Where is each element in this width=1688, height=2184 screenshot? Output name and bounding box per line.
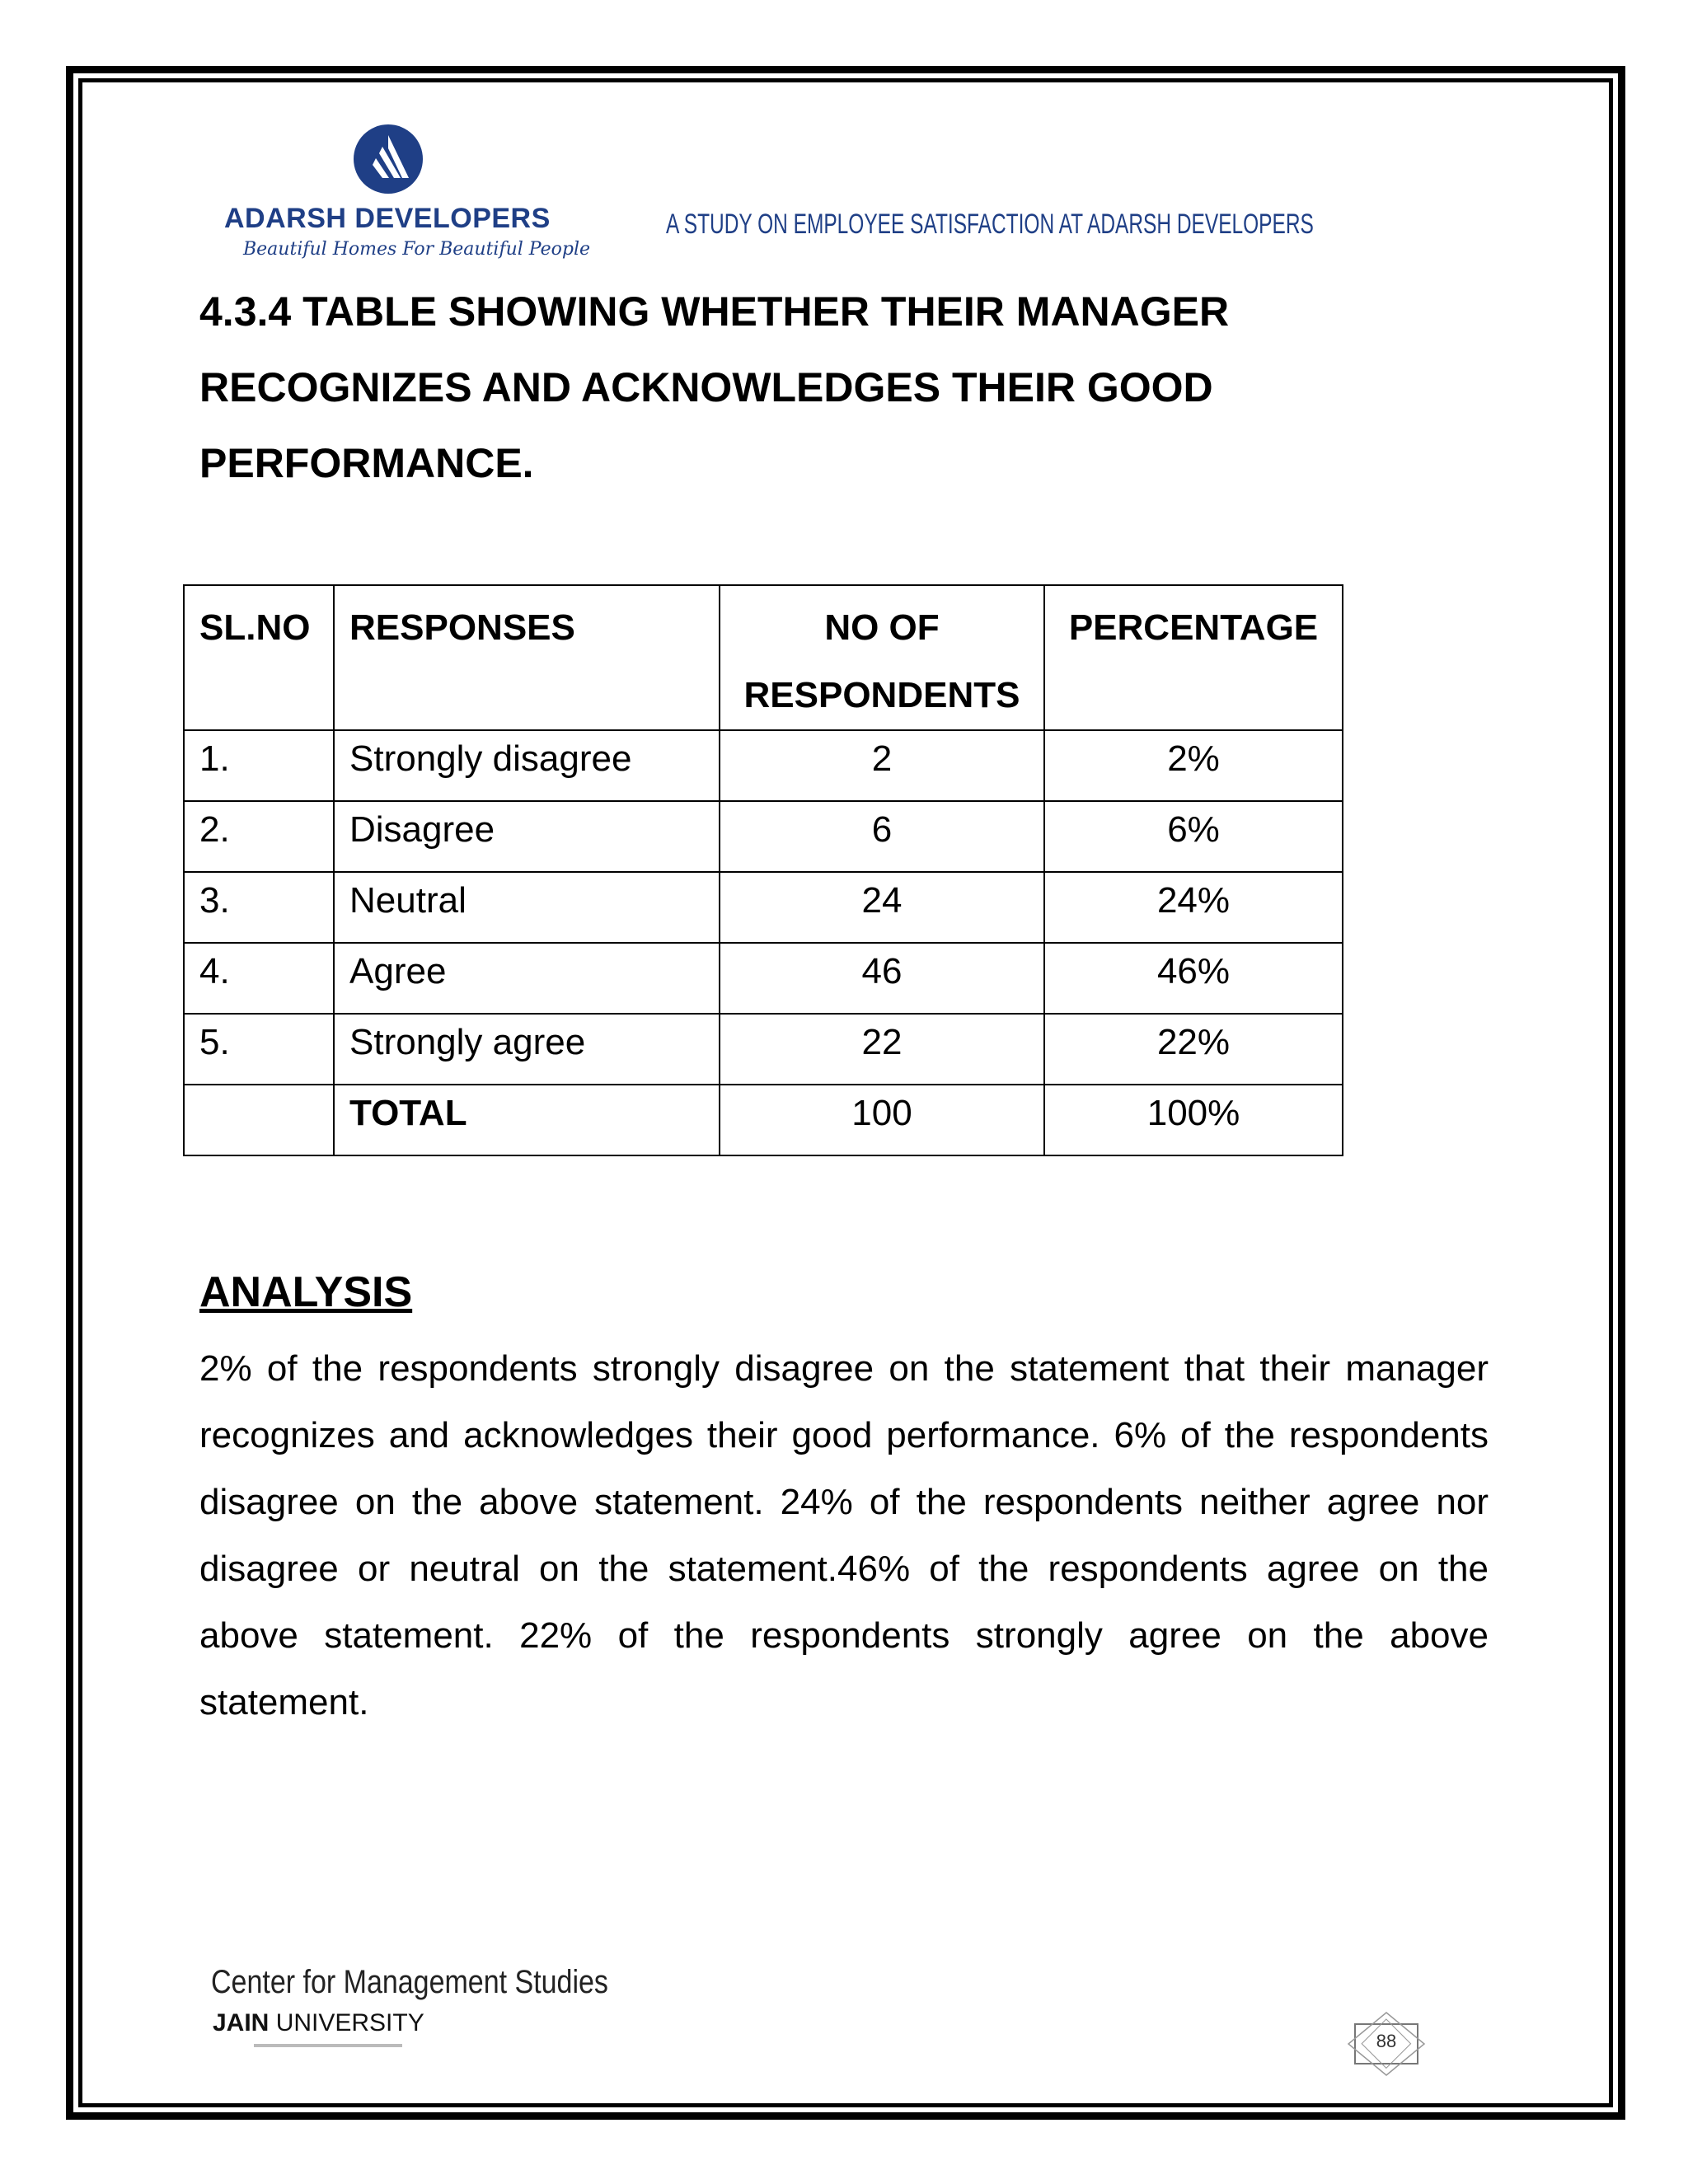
row-count: 6	[720, 801, 1044, 872]
header-percentage: PERCENTAGE	[1044, 585, 1343, 730]
table-row	[184, 943, 1343, 1014]
footer-center-name: Center for Management Studies	[211, 1964, 608, 2000]
total-percent: 100%	[1044, 1085, 1343, 1155]
header-no-of-respondents: NO OF RESPONDENTS	[720, 585, 1044, 730]
row-response: Disagree	[334, 801, 720, 872]
footer-fine-print-line	[254, 2044, 402, 2047]
table-header-row	[184, 585, 1343, 730]
page-number: 88	[1376, 2031, 1397, 2051]
analysis-body: 2% of the respondents strongly disagree on the statement that their manager recognizes and acknowledges their good performance. 6% of the respondents disagree on the above statement. 24% of the respondents neither agree nor disagree or neutral on the statement.46% of the respondents agree on the above statement. 22% of the respondents strongly agree on the above statement.	[199, 1348, 1489, 1722]
row-response: Neutral	[334, 872, 720, 943]
brand-name: ADARSH DEVELOPERS	[224, 203, 551, 234]
adarsh-logo-icon	[353, 124, 424, 194]
footer-university	[213, 2009, 424, 2037]
header-responses: RESPONSES	[334, 585, 720, 730]
header-sl-no: SL.NO	[184, 585, 334, 730]
row-count: 24	[720, 872, 1044, 943]
analysis-title: ANALYSIS	[199, 1268, 413, 1316]
footer-university-rest: UNIVERSITY	[269, 2009, 424, 2036]
row-percent: 6%	[1044, 801, 1343, 872]
row-count: 2	[720, 730, 1044, 801]
row-percent: 46%	[1044, 943, 1343, 1014]
row-sl: 1.	[184, 730, 334, 801]
table-row	[184, 801, 1343, 872]
table-total-row	[184, 1085, 1343, 1155]
row-count: 46	[720, 943, 1044, 1014]
row-sl: 2.	[184, 801, 334, 872]
brand-tagline: Beautiful Homes For Beautiful People	[243, 239, 591, 260]
row-response: Strongly agree	[334, 1014, 720, 1085]
table-row	[184, 872, 1343, 943]
table-row	[184, 1014, 1343, 1085]
row-sl: 5.	[184, 1014, 334, 1085]
study-title: A STUDY ON EMPLOYEE SATISFACTION AT ADARSH DEVELOPERS	[666, 209, 1314, 240]
total-label: TOTAL	[334, 1085, 720, 1155]
page-title: 4.3.4 TABLE SHOWING WHETHER THEIR MANAGER RECOGNIZES AND ACKNOWLEDGES THEIR GOOD PERFORMANCE.	[199, 288, 1230, 486]
row-percent: 2%	[1044, 730, 1343, 801]
row-percent: 24%	[1044, 872, 1343, 943]
total-count: 100	[720, 1085, 1044, 1155]
row-sl: 4.	[184, 943, 334, 1014]
row-response: Agree	[334, 943, 720, 1014]
row-count: 22	[720, 1014, 1044, 1085]
total-sl-empty	[184, 1085, 334, 1155]
responses-table	[183, 584, 1343, 1156]
table-row	[184, 730, 1343, 801]
row-percent: 22%	[1044, 1014, 1343, 1085]
row-sl: 3.	[184, 872, 334, 943]
footer-university-bold: JAIN	[213, 2009, 270, 2036]
row-response: Strongly disagree	[334, 730, 720, 801]
